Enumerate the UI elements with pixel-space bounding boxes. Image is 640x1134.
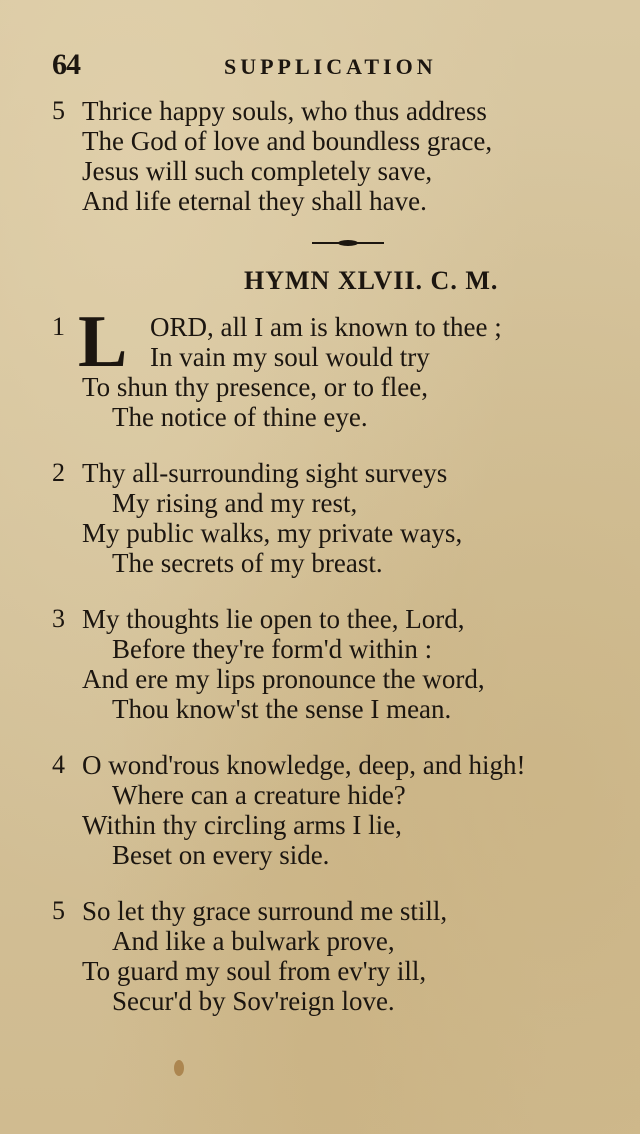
hymn-stanza-3 [52, 604, 485, 724]
verse-line: My rising and my rest, [112, 488, 358, 518]
verse-line: The secrets of my breast. [112, 548, 383, 578]
verse-line: Secur'd by Sov'reign love. [112, 986, 395, 1016]
verse-line: 5 Thrice happy souls, who thus address [52, 96, 487, 126]
verse-line: To shun thy presence, or to flee, [82, 372, 429, 402]
page-number: 64 [52, 48, 80, 81]
stanza-number: 1 [52, 312, 65, 341]
verse-line: 2 Thy all-surrounding sight surveys [52, 458, 448, 488]
verse-line: In vain my soul would try [150, 342, 430, 372]
drop-cap: L [78, 301, 128, 383]
verse-line: Beset on every side. [112, 840, 330, 870]
hymn-stanza-2 [52, 458, 462, 578]
hymn-title: HYMN XLVII. C. M. [244, 266, 499, 295]
running-head [52, 48, 580, 84]
stanza-number: 3 [52, 604, 65, 633]
prior-hymn-stanza-5 [52, 96, 492, 216]
hymn-stanza-1 [52, 301, 502, 432]
verse-line: The notice of thine eye. [112, 402, 368, 432]
verse-line: Where can a creature hide? [112, 780, 406, 810]
verse-line: The God of love and boundless grace, [82, 126, 493, 156]
verse-line: 3 My thoughts lie open to thee, Lord, [52, 604, 465, 634]
verse-line: And like a bulwark prove, [112, 926, 395, 956]
paper-stain [174, 1060, 184, 1076]
verse-line: To guard my soul from ev'ry ill, [82, 956, 427, 986]
verse-line: Within thy circling arms I lie, [82, 810, 402, 840]
verse-line: And ere my lips pronounce the word, [82, 664, 485, 694]
stanza-number: 4 [52, 750, 65, 779]
hymn-stanza-4 [52, 750, 526, 870]
stanza-number: 5 [52, 896, 65, 925]
verse-line: Thou know'st the sense I mean. [112, 694, 452, 724]
verse-line: Jesus will such completely save, [82, 156, 433, 186]
stanza-number: 2 [52, 458, 65, 487]
stanza-number: 5 [52, 96, 65, 125]
verse-line: 5 So let thy grace surround me still, [52, 896, 448, 926]
verse-line: 4 O wond'rous knowledge, deep, and high! [52, 750, 526, 780]
verse-line: And life eternal they shall have. [82, 186, 427, 216]
verse-line: Before they're form'd within : [112, 634, 433, 664]
hymn-stanza-5 [52, 896, 447, 1016]
verse-line: 1 ORD, all I am is known to thee ; [52, 312, 502, 342]
running-title: SUPPLICATION [224, 54, 437, 79]
verse-line: My public walks, my private ways, [82, 518, 463, 548]
divider-ornament [312, 240, 384, 246]
